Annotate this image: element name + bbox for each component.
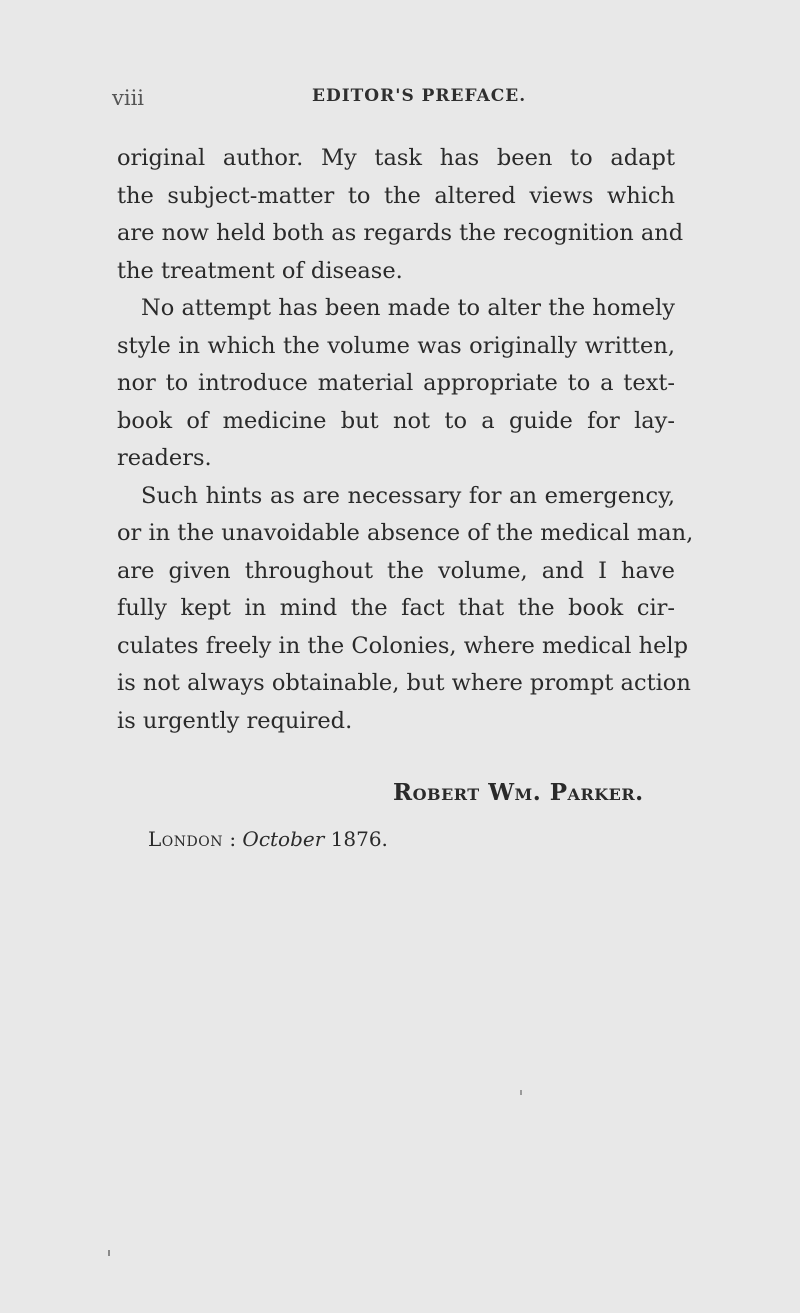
text-line: or in the unavoidable absence of the medical man, (117, 520, 694, 546)
text-line: are now held both as regards the recognition and (117, 220, 684, 246)
text-line: is urgently required. (117, 707, 353, 734)
dateline-place: London (148, 827, 223, 851)
paper-speck (108, 1250, 110, 1256)
dateline (148, 826, 388, 852)
text-line: are given throughout the volume, and I have (117, 557, 675, 584)
text-line: is not always obtainable, but where prompt action (117, 670, 691, 696)
text-line: book of medicine but not to a guide for lay- (117, 407, 675, 434)
text-line: the treatment of disease. (117, 257, 403, 284)
paper-speck (520, 1090, 522, 1095)
text-line: nor to introduce material appropriate to a text- (117, 370, 675, 396)
text-line: readers. (117, 445, 212, 471)
paragraph-1 (117, 140, 684, 290)
page-number: viii (112, 86, 145, 110)
text-line: No attempt has been made to alter the homely (141, 295, 675, 321)
page-header (112, 86, 672, 110)
paragraph-3 (117, 478, 694, 741)
text-line: style in which the volume was originally written, (117, 332, 675, 359)
text-line: culates freely in the Colonies, where medical help (117, 632, 689, 659)
dateline-separator: : (222, 827, 243, 851)
editor-signature: Robert Wm. Parker. (393, 779, 644, 806)
text-line: original author. My task has been to adapt (117, 145, 675, 171)
text-line: fully kept in mind the fact that the book cir- (117, 595, 675, 621)
dateline-month: October (242, 827, 325, 851)
text-line: Such hints as are necessary for an emergency, (141, 482, 675, 509)
text-line: the subject-matter to the altered views which (117, 182, 675, 209)
preface-body (117, 140, 694, 740)
dateline-year: 1876. (330, 827, 388, 851)
running-title: EDITOR'S PREFACE. (312, 86, 527, 106)
paragraph-2 (117, 290, 675, 478)
